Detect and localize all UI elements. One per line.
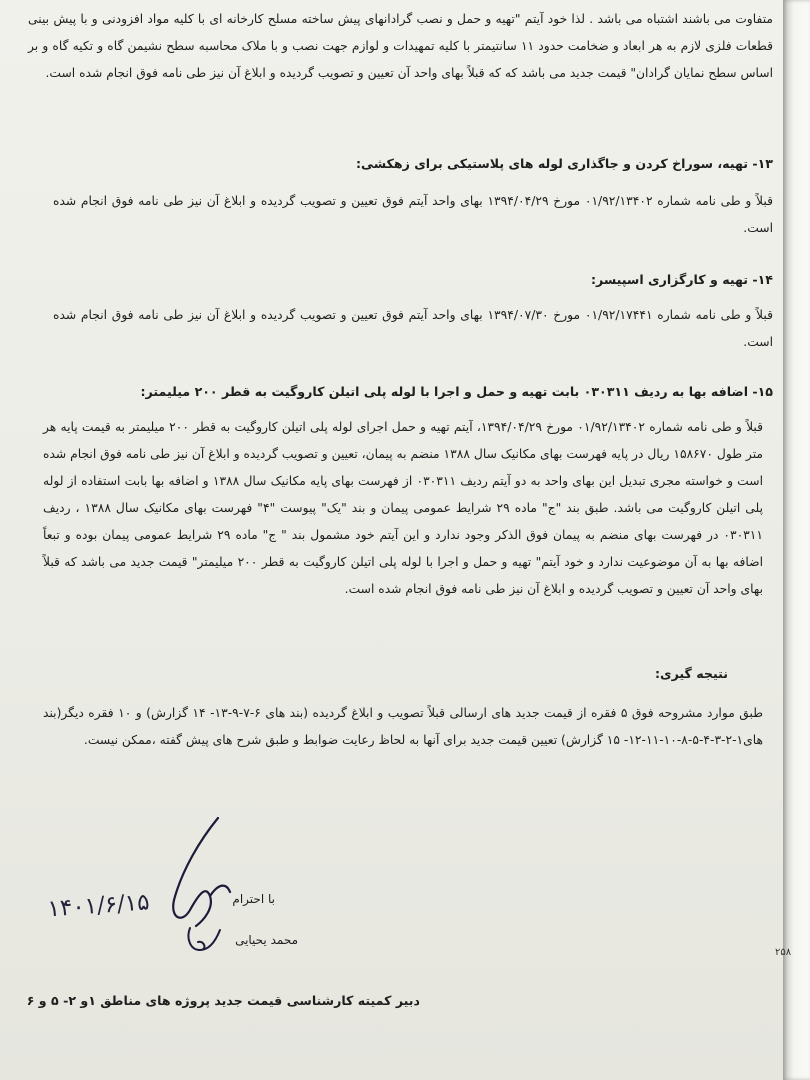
- item-15-body: قبلاً و طی نامه شماره ۰۱/۹۲/۱۳۴۰۲ مورخ ۱۳۹۴/۰۴/۲۹، آیتم تهیه و حمل اجرای لوله پلی اتیلن کاروگیت به قطر ۲۰۰ میلیمتر به قیمت پایه هر متر طول ۱۵۸۶۷۰ ریال در پایه فهرست بهای مکانیک سال ۱۳۸۸ منضم به پیمان، تعیین و تصویب گردیده و ابلاغ آن نیز طی نامه فوق انجام شده است و خواسته مجری تبدیل این بهای واحد به دو آیتم ردیف ۰۳۰۳۱۱ از فهرست بهای پایه مکانیک سال ۱۳۸۸ و اضافه بها بابت استفاده از لوله پلی اتیلن کاروگیت می باشد. طبق بند "ج" ماده ۲۹ شرایط عمومی پیمان و بند "یک" پیوست "۴" فهرست بهای مکانیک سال ۱۳۸۸ ، ردیف ۰۳۰۳۱۱ در فهرست بهای منضم به پیمان فوق الذکر وجود ندارد و این آیتم خود مشمول بند " ج" ماده ۲۹ شرایط عمومی پیمان بوده و تبعاً اضافه بها به آن موضوعیت ندارد و خود آیتم" تهیه و حمل و اجرا با لوله پلی اتیلن کاروگیت به قطر ۲۰۰ میلیمتر" قیمت جدید می باشد که قبلاً بهای واحد آن تعیین و تصویب گردیده و ابلاغ آن نیز طی نامه فوق انجام شده است.: [43, 420, 764, 596]
- item-15-heading: ۱۵- اضافه بها به ردیف ۰۳۰۳۱۱ بابت تهیه و حمل و اجرا با لوله پلی اتیلن کاروگیت به قطر ۲۰۰ میلیمتر:: [140, 384, 773, 399]
- handwritten-signature: [160, 800, 280, 970]
- closing-text: با احترام: [232, 892, 275, 906]
- item-14-heading: ۱۴- تهیه و کارگزاری اسپیسر:: [590, 272, 773, 287]
- item-14-body: قبلاً و طی نامه شماره ۰۱/۹۲/۱۷۴۴۱ مورخ ۱۳۹۴/۰۷/۳۰ بهای واحد آیتم فوق تعیین و تصویب گردیده و ابلاغ آن نیز طی نامه فوق انجام شده است.: [53, 308, 773, 349]
- intro-paragraph: متفاوت می باشند اشتباه می باشد . لذا خود آیتم "تهیه و حمل و نصب گرادانهای پیش ساخته مسلح کارخانه ای با کلیه مواد افزودنی و با پیش بینی قطعات فلزی لازم به هر ابعاد و ضخامت حدود ۱۱ سانتیمتر با کلیه تمهیدات و لوازم جهت نصب و با ملاک محاسبه سطح نشیمن گاه و تکیه گاه و بر اساس سطح نمایان گرادان" قیمت جدید می باشد که که قبلاً بهای واحد آن تعیین و تصویب گردیده و ابلاغ آن نیز طی نامه فوق انجام شده است.: [28, 12, 773, 80]
- signatory-title: دبیر کمیته کارشناسی قیمت جدید پروژه های مناطق ۱و ۲- ۵ و ۶: [26, 993, 420, 1008]
- item-13-body: قبلاً و طی نامه شماره ۰۱/۹۲/۱۳۴۰۲ مورخ ۱۳۹۴/۰۴/۲۹ بهای واحد آیتم فوق تعیین و تصویب گردیده و ابلاغ آن نیز طی نامه فوق انجام شده است.: [53, 194, 773, 235]
- page-edge: [783, 0, 810, 1080]
- conclusion-heading: نتیجه گیری:: [655, 666, 728, 681]
- page-edge-mark: ۲۵۸: [775, 947, 792, 958]
- handwritten-date: ۱۴۰۱/۶/۱۵: [46, 889, 151, 923]
- item-13-heading: ۱۳- تهیه، سوراخ کردن و جاگذاری لوله های پلاستیکی برای زهکشی:: [355, 156, 773, 171]
- conclusion-body: طبق موارد مشروحه فوق ۵ فقره از قیمت جدید های ارسالی قبلاً تصویب و ابلاغ گردیده (بند های ۶-۷-۹-۱۳- ۱۴ گزارش) و ۱۰ فقره دیگر(بند های۱-۲-۳-۴-۵-۸-۱۰-۱۱-۱۲- ۱۵ گزارش) تعیین قیمت جدید برای آنها به لحاظ رعایت ضوابط و طبق شرح های پیش گفته ،ممکن نیست.: [43, 706, 763, 747]
- signatory-name: محمد یحیایی: [235, 933, 298, 947]
